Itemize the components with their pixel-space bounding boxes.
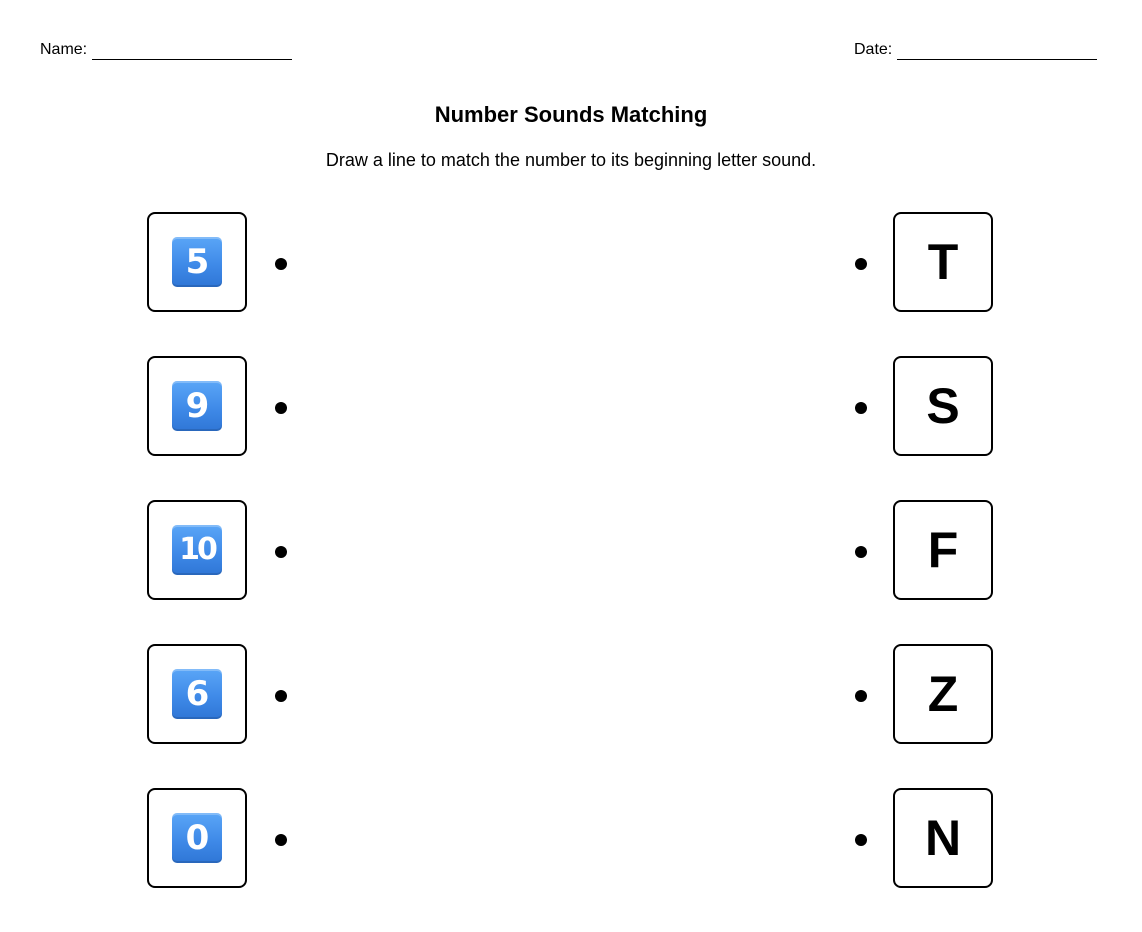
letter-box [893,356,993,456]
letter-box [893,788,993,888]
letter-box [893,500,993,600]
letter-label: F [927,522,959,578]
number-match-dot[interactable] [275,690,287,702]
letter-label: S [926,378,960,434]
letter-label: T [927,234,959,290]
number-box [147,644,247,744]
keycap-6-icon: 6 [172,669,222,719]
number-box [147,356,247,456]
number-match-dot[interactable] [275,546,287,558]
worksheet-title: Number Sounds Matching [434,102,708,127]
letter-match-dot[interactable] [855,690,867,702]
number-match-dot[interactable] [275,258,287,270]
number-match-dot[interactable] [275,402,287,414]
letter-match-dot[interactable] [855,834,867,846]
number-box [147,788,247,888]
keycap-0-icon: 0 [172,813,222,863]
letter-box [893,212,993,312]
letter-match-dot[interactable] [855,258,867,270]
letter-label: Z [927,666,959,722]
letter-match-dot[interactable] [855,546,867,558]
date-label: Date: [854,41,893,58]
number-box [147,212,247,312]
keycap-5-icon: 5 [172,237,222,287]
name-label: Name: [40,41,88,58]
number-box [147,500,247,600]
keycap-10-icon: 10 [172,525,222,575]
number-match-dot[interactable] [275,834,287,846]
date-field [854,40,1097,60]
letter-match-dot[interactable] [855,402,867,414]
worksheet-instructions: Draw a line to match the number to its beginning letter sound. [325,150,817,170]
keycap-9-icon: 9 [172,381,222,431]
letter-label: N [924,810,962,866]
name-blank-line[interactable] [92,44,292,60]
name-field [40,40,292,60]
letter-box [893,644,993,744]
date-blank-line[interactable] [897,44,1097,60]
